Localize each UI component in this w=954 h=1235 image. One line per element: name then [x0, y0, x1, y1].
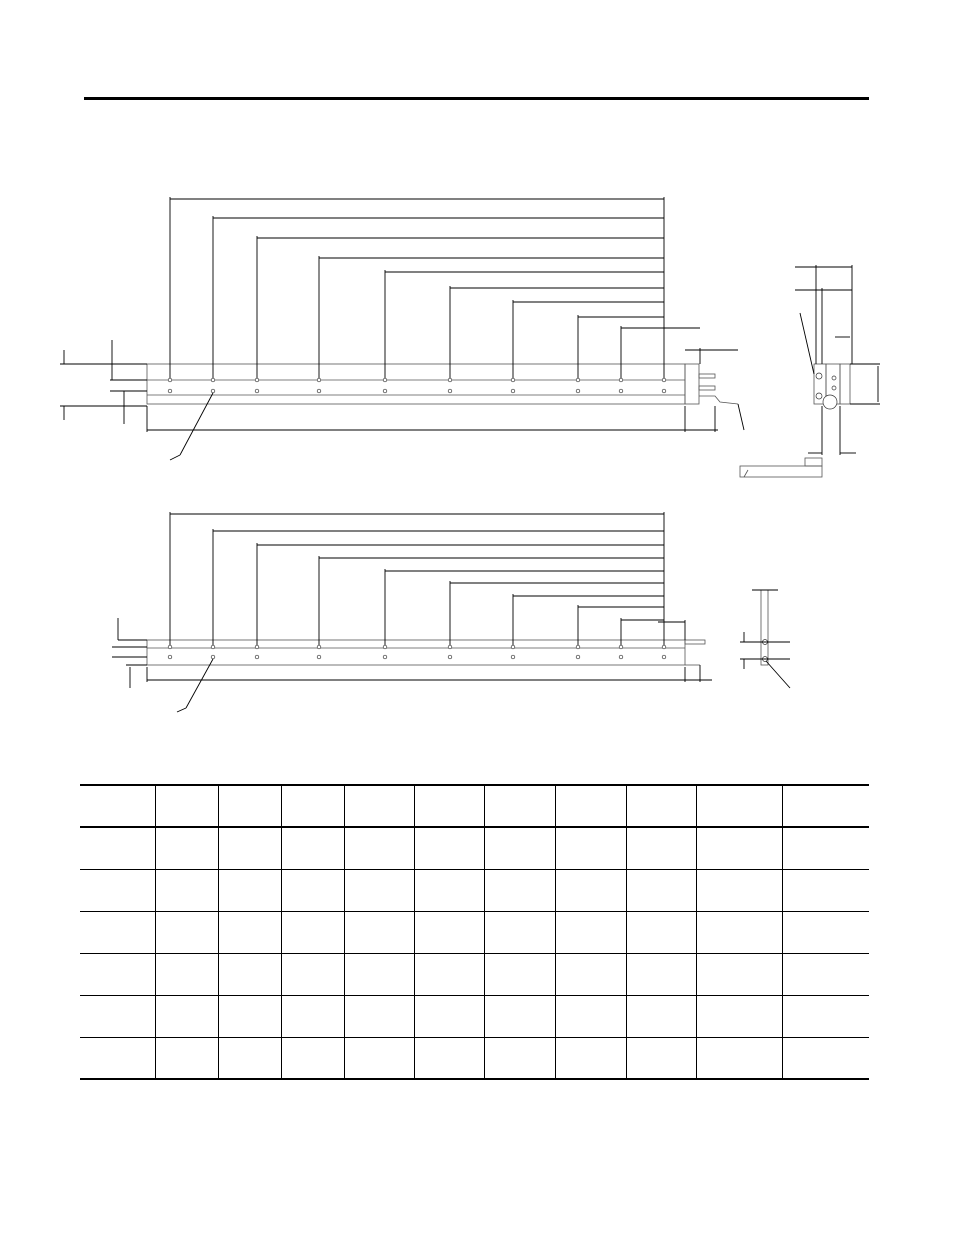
table-cell — [219, 953, 282, 995]
table-cell — [555, 911, 626, 953]
table-cell — [627, 911, 697, 953]
table-header-cell — [485, 785, 555, 827]
table-cell — [156, 911, 219, 953]
table-cell — [485, 869, 555, 911]
table-cell — [156, 827, 219, 869]
table-cell — [414, 953, 484, 995]
table-header-cell — [344, 785, 414, 827]
table-cell — [414, 1037, 484, 1079]
table-cell — [219, 995, 282, 1037]
top-rail-body — [147, 364, 685, 404]
table-header-cell — [782, 785, 869, 827]
table-cell — [156, 953, 219, 995]
dimension-table — [80, 784, 869, 1080]
table-header-cell — [697, 785, 783, 827]
table-cell — [344, 911, 414, 953]
table-cell — [414, 869, 484, 911]
bottom-rail-body — [147, 640, 685, 665]
table-header-cell — [80, 785, 156, 827]
table-cell — [80, 953, 156, 995]
table-cell — [281, 1037, 344, 1079]
table-cell — [627, 953, 697, 995]
table-cell — [697, 911, 783, 953]
top-end-cap — [685, 364, 699, 404]
table-cell — [414, 911, 484, 953]
table-cell — [414, 827, 484, 869]
table-cell — [156, 995, 219, 1037]
table-cell — [219, 869, 282, 911]
table-header-cell — [414, 785, 484, 827]
table-cell — [485, 1037, 555, 1079]
table-cell — [344, 827, 414, 869]
table-cell — [219, 911, 282, 953]
table-cell — [156, 1037, 219, 1079]
table-header-cell — [555, 785, 626, 827]
table-header-cell — [219, 785, 282, 827]
table-cell — [281, 911, 344, 953]
table-cell — [414, 995, 484, 1037]
table-cell — [344, 869, 414, 911]
table-row — [80, 911, 869, 953]
table-cell — [627, 1037, 697, 1079]
table-cell — [80, 995, 156, 1037]
table-cell — [627, 995, 697, 1037]
table-cell — [219, 827, 282, 869]
table-cell — [281, 869, 344, 911]
table-cell — [697, 995, 783, 1037]
table-cell — [555, 827, 626, 869]
table-header-cell — [281, 785, 344, 827]
table-cell — [627, 869, 697, 911]
table-cell — [281, 953, 344, 995]
bottom-dimension-lines — [112, 512, 712, 712]
table-cell — [697, 953, 783, 995]
table-cell — [80, 869, 156, 911]
table-cell — [555, 995, 626, 1037]
bottom-side-view — [740, 590, 790, 688]
table-cell — [281, 827, 344, 869]
top-side-view — [740, 265, 880, 477]
table-cell — [344, 995, 414, 1037]
table-cell — [782, 953, 869, 995]
table-cell — [782, 995, 869, 1037]
table-cell — [627, 827, 697, 869]
table-cell — [344, 953, 414, 995]
table-cell — [485, 827, 555, 869]
bottom-hole-row-lower — [168, 655, 666, 659]
table-row — [80, 869, 869, 911]
table-cell — [555, 1037, 626, 1079]
table-cell — [782, 1037, 869, 1079]
table-cell — [782, 869, 869, 911]
table-header-row — [80, 785, 869, 827]
table-header-cell — [156, 785, 219, 827]
table-cell — [485, 995, 555, 1037]
table-cell — [555, 869, 626, 911]
table-cell — [485, 911, 555, 953]
table-cell — [219, 1037, 282, 1079]
table-header-cell — [627, 785, 697, 827]
table-row — [80, 827, 869, 869]
table-cell — [80, 1037, 156, 1079]
table-cell — [344, 1037, 414, 1079]
top-hole-row-lower — [168, 389, 666, 393]
table-cell — [782, 827, 869, 869]
bottom-front-view — [112, 512, 712, 712]
top-dimension-lines — [60, 197, 744, 460]
table-row — [80, 1037, 869, 1079]
table-cell — [782, 911, 869, 953]
table-cell — [80, 911, 156, 953]
table-cell — [697, 1037, 783, 1079]
table-cell — [697, 827, 783, 869]
top-front-view — [60, 197, 744, 460]
table-row — [80, 995, 869, 1037]
table-cell — [485, 953, 555, 995]
table-row — [80, 953, 869, 995]
table-cell — [555, 953, 626, 995]
table-cell — [80, 827, 156, 869]
table-cell — [156, 869, 219, 911]
table-cell — [281, 995, 344, 1037]
table-cell — [697, 869, 783, 911]
